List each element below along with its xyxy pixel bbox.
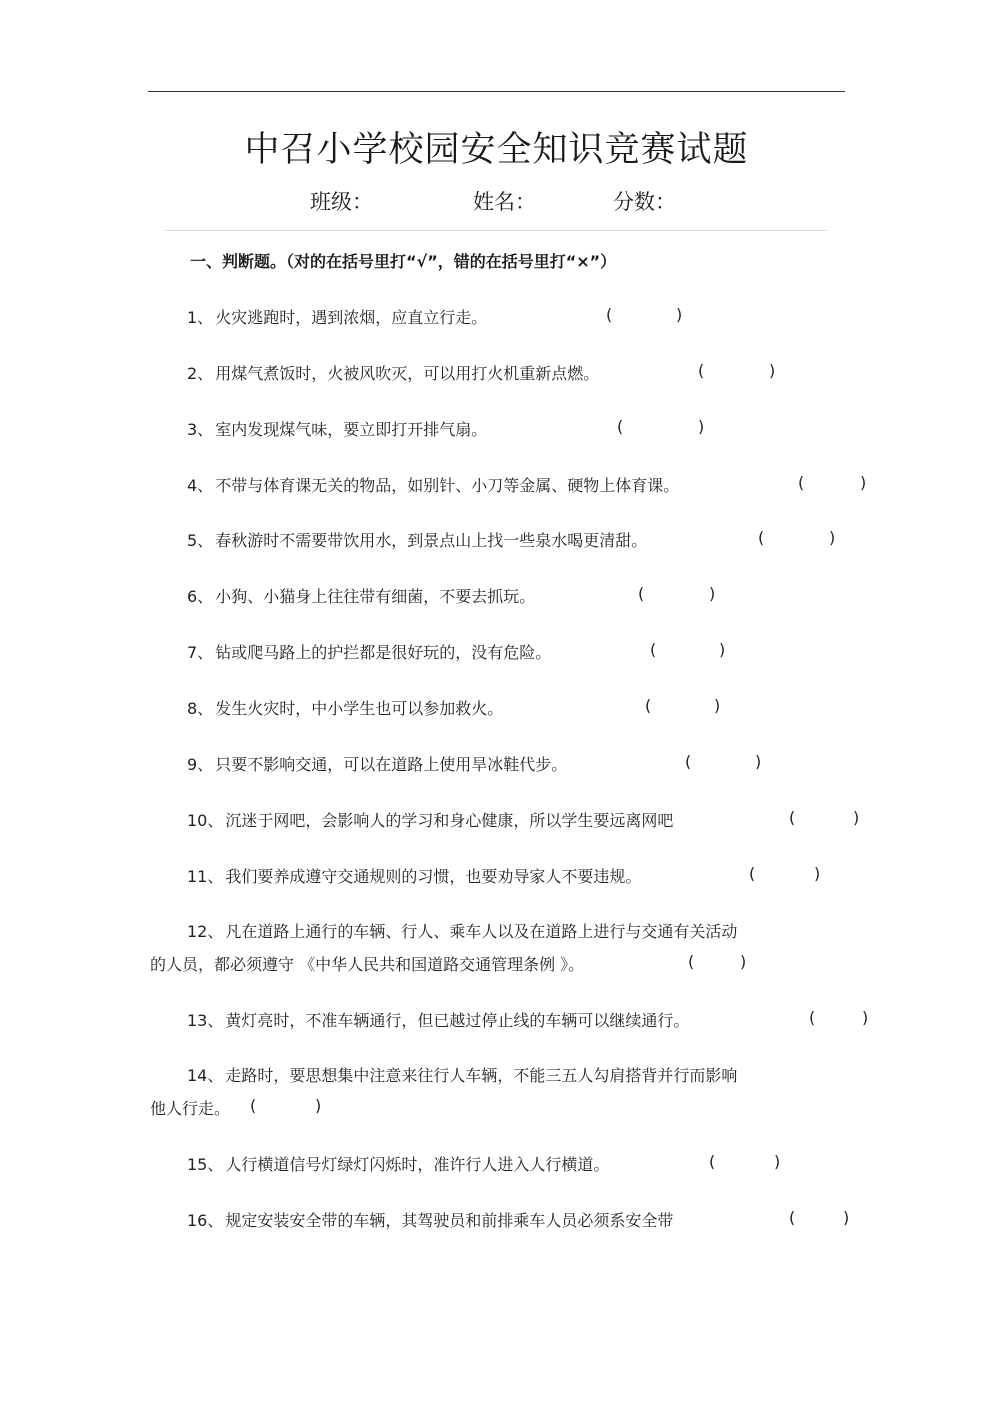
- answer-paren-open: (: [789, 1208, 796, 1227]
- answer-paren-open: (: [798, 473, 805, 492]
- question-text: 他人行走。: [150, 1099, 231, 1118]
- name-label: 姓名：: [473, 190, 536, 214]
- question-text: 凡在道路上通行的车辆、行人、乘车人以及在道路上进行与交通有关活动: [225, 922, 738, 941]
- question-number: 1、: [187, 308, 214, 327]
- answer-paren-close: ): [860, 473, 867, 492]
- question-number: 8、: [187, 699, 214, 718]
- question-number: 9、: [187, 755, 214, 774]
- question-text: 只要不影响交通，可以在道路上使用旱冰鞋代步。: [215, 755, 568, 774]
- answer-paren-open: (: [617, 417, 624, 436]
- answer-paren-close: ): [698, 417, 705, 436]
- answer-paren-close: ): [774, 1152, 781, 1171]
- answer-paren-close: ): [829, 528, 836, 547]
- question-number: 13、: [187, 1011, 224, 1030]
- question-number: 12、: [187, 922, 224, 941]
- question-text: 沉迷于网吧，会影响人的学习和身心健康，所以学生要远离网吧: [225, 811, 674, 830]
- question-1: [187, 305, 487, 328]
- question-4: [187, 473, 679, 496]
- question-3: [187, 417, 487, 440]
- question-number: 4、: [187, 476, 214, 495]
- class-label: 班级：: [310, 190, 373, 214]
- question-5: [187, 528, 647, 551]
- question-text: 走路时，要思想集中注意来往行人车辆，不能三五人勾肩搭背并行而影响: [225, 1066, 738, 1085]
- question-11: [187, 864, 641, 887]
- divider: [165, 230, 827, 231]
- answer-paren-open: (: [685, 752, 692, 771]
- question-15: [187, 1152, 609, 1175]
- question-6: [187, 584, 535, 607]
- question-text: 春秋游时不需要带饮用水，到景点山上找一些泉水喝更清甜。: [215, 531, 648, 550]
- answer-paren-open: (: [250, 1096, 257, 1115]
- answer-paren-open: (: [758, 528, 765, 547]
- answer-paren-open: (: [606, 305, 613, 324]
- page-title: 中召小学校园安全知识竞赛试题: [244, 130, 749, 170]
- question-number: 14、: [187, 1066, 224, 1085]
- question-12: [187, 919, 737, 942]
- answer-paren-open: (: [688, 952, 695, 971]
- answer-paren-close: ): [719, 640, 726, 659]
- question-number: 6、: [187, 587, 214, 606]
- question-8: [187, 696, 503, 719]
- question-text: 人行横道信号灯绿灯闪烁时，准许行人进入人行横道。: [225, 1155, 610, 1174]
- answer-paren-close: ): [755, 752, 762, 771]
- question-number: 5、: [187, 531, 214, 550]
- question-number: 7、: [187, 643, 214, 662]
- question-text: 小狗、小猫身上往往带有细菌，不要去抓玩。: [215, 587, 536, 606]
- answer-paren-open: (: [789, 808, 796, 827]
- answer-paren-close: ): [853, 808, 860, 827]
- answer-paren-open: (: [645, 696, 652, 715]
- question-text: 的人员，都必须遵守 《中华人民共和国道路交通管理条例 》。: [150, 955, 585, 974]
- question-10: [187, 808, 673, 831]
- answer-paren-open: (: [698, 361, 705, 380]
- question-text: 室内发现煤气味，要立即打开排气扇。: [215, 420, 488, 439]
- question-16: [187, 1208, 673, 1231]
- question-text: 规定安装安全带的车辆，其驾驶员和前排乘车人员必须系安全带: [225, 1211, 674, 1230]
- answer-paren-open: (: [809, 1008, 816, 1027]
- question-number: 11、: [187, 867, 224, 886]
- question-2: [187, 361, 599, 384]
- answer-paren-close: ): [769, 361, 776, 380]
- score-label: 分数：: [613, 190, 676, 214]
- header-rule: [148, 91, 845, 92]
- answer-paren-open: (: [650, 640, 657, 659]
- question-text: 用煤气煮饭时，火被风吹灭，可以用打火机重新点燃。: [215, 364, 600, 383]
- answer-paren-open: (: [709, 1152, 716, 1171]
- answer-paren-close: ): [709, 584, 716, 603]
- answer-paren-open: (: [638, 584, 645, 603]
- question-14: [187, 1063, 737, 1086]
- answer-paren-close: ): [814, 864, 821, 883]
- answer-paren-close: ): [676, 305, 683, 324]
- question-14-continued: [150, 1096, 230, 1119]
- question-text: 钻或爬马路上的护拦都是很好玩的，没有危险。: [215, 643, 552, 662]
- answer-paren-close: ): [843, 1208, 850, 1227]
- question-number: 2、: [187, 364, 214, 383]
- question-text: 黄灯亮时，不准车辆通行，但已越过停止线的车辆可以继续通行。: [225, 1011, 690, 1030]
- answer-paren-close: ): [714, 696, 721, 715]
- question-13: [187, 1008, 689, 1031]
- question-text: 火灾逃跑时，遇到浓烟，应直立行走。: [215, 308, 488, 327]
- question-number: 16、: [187, 1211, 224, 1230]
- question-12-continued: [150, 952, 584, 975]
- answer-paren-close: ): [740, 952, 747, 971]
- question-text: 发生火灾时，中小学生也可以参加救火。: [215, 699, 504, 718]
- question-text: 不带与体育课无关的物品，如别针、小刀等金属、硬物上体育课。: [215, 476, 680, 495]
- question-number: 3、: [187, 420, 214, 439]
- question-9: [187, 752, 567, 775]
- answer-paren-close: ): [862, 1008, 869, 1027]
- question-7: [187, 640, 551, 663]
- question-text: 我们要养成遵守交通规则的习惯，也要劝导家人不要违规。: [225, 867, 642, 886]
- question-number: 10、: [187, 811, 224, 830]
- answer-paren-close: ): [315, 1096, 322, 1115]
- section-heading: 一、判断题。（对的在括号里打“√”，错的在括号里打“×”）: [190, 252, 617, 271]
- answer-paren-open: (: [749, 864, 756, 883]
- question-number: 15、: [187, 1155, 224, 1174]
